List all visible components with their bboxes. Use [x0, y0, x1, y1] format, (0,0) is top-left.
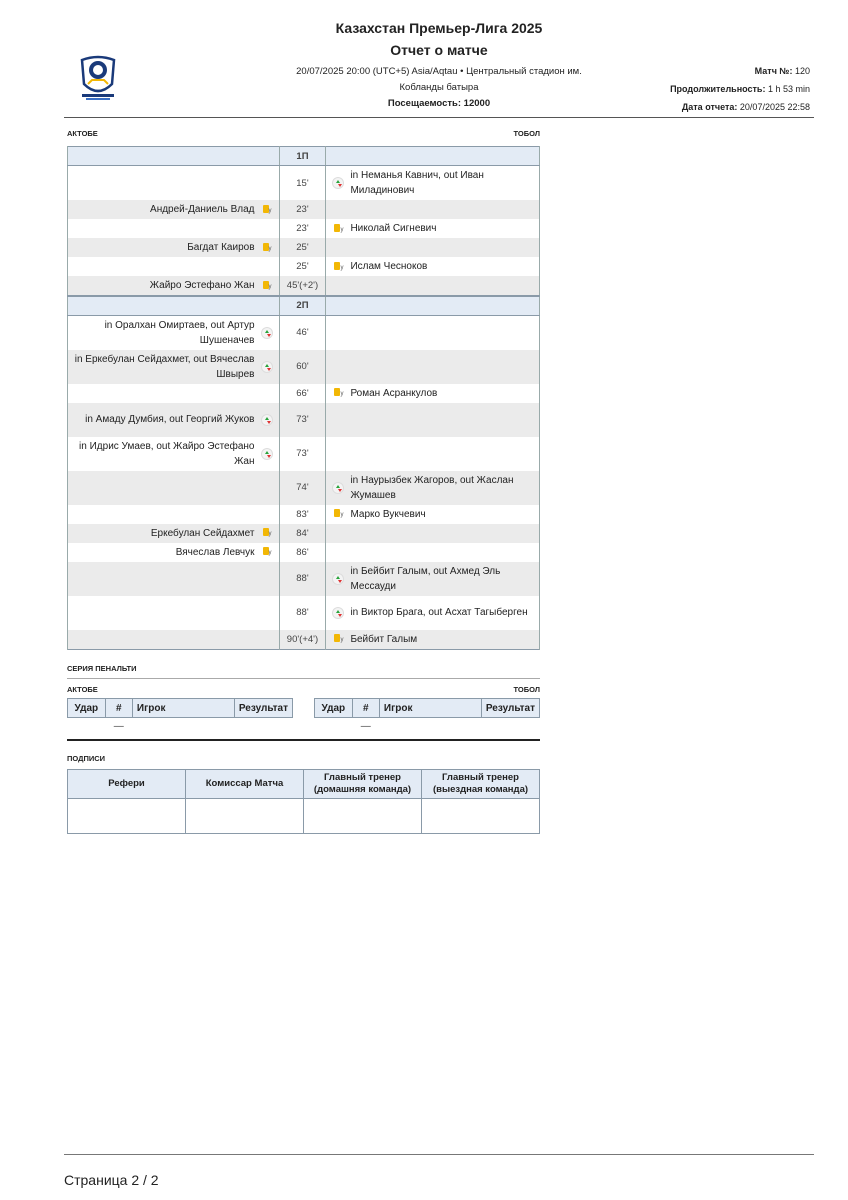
away-event-text: in Бейбит Галым, out Ахмед Эль Мессауди: [350, 565, 501, 592]
page-number: Страница 2 / 2: [64, 1172, 159, 1188]
event-minute: 46': [279, 315, 326, 350]
event-minute: 66': [279, 384, 326, 403]
pen-col-number: #: [105, 699, 132, 718]
sign-box-away-coach: [422, 799, 540, 834]
event-row: [68, 562, 540, 596]
substitution-icon: [332, 607, 344, 619]
yellow-card-icon: [261, 204, 273, 216]
period-label: 2П: [279, 296, 326, 315]
event-row: [68, 630, 540, 650]
penalties-home-table: [67, 698, 293, 736]
event-row: [68, 384, 540, 403]
event-row: [68, 238, 540, 257]
home-event-text: in Идрис Умаев, out Жайро Эстефано Жан: [79, 440, 255, 467]
event-minute: 74': [279, 471, 326, 505]
yellow-card-icon: [332, 633, 344, 645]
event-row: [68, 200, 540, 219]
away-event-text: Ислам Чесноков: [350, 261, 428, 272]
home-team-name: АКТОБЕ: [67, 129, 98, 138]
away-event-text: Марко Вукчевич: [350, 508, 426, 520]
home-event-text: Багдат Каиров: [187, 242, 255, 253]
home-event-text: in Оралхан Омиртаев, out Артур Шушеначев: [104, 319, 255, 346]
duration-value: 1 h 53 min: [767, 84, 810, 94]
substitution-icon: [261, 414, 273, 426]
home-event-text: Вячеслав Левчук: [175, 546, 255, 558]
pen-col-shot: Удар: [315, 699, 353, 718]
pen-col-number: #: [352, 699, 379, 718]
away-event-text: Роман Асранкулов: [350, 387, 438, 399]
event-minute: 25': [279, 238, 326, 257]
match-duration: [670, 80, 810, 98]
report-header: [64, 14, 814, 118]
penalties-divider: [67, 678, 540, 679]
event-minute: 90'(+4'): [279, 630, 326, 650]
event-row: [68, 437, 540, 471]
pen-col-player: Игрок: [132, 699, 234, 718]
match-number: [670, 62, 810, 80]
sign-col-referee: Рефери: [68, 770, 186, 799]
home-event-text: Андрей-Даниель Влад: [150, 204, 255, 215]
venue-continued: Кобланды батыра: [399, 82, 479, 93]
report-subtitle: Отчет о матче: [390, 42, 488, 58]
datetime-venue: 20/07/2025 20:00 (UTC+5) Asia/Aqtau • Центральный стадион им.: [296, 66, 582, 77]
pen-away-empty: —: [360, 721, 371, 733]
match-number-label: Матч №:: [754, 66, 793, 76]
away-team-name: ТОБОЛ: [513, 129, 540, 138]
event-minute: 25': [279, 257, 326, 276]
event-minute: 88': [279, 596, 326, 630]
duration-label: Продолжительность:: [670, 84, 766, 94]
match-number-value: 120: [794, 66, 810, 76]
event-minute: 73': [279, 437, 326, 471]
event-row: [68, 471, 540, 505]
yellow-card-icon: [332, 387, 344, 399]
signatures-table: [67, 769, 540, 834]
sign-col-commissioner: Комиссар Матча: [186, 770, 304, 799]
pen-col-result: Результат: [234, 699, 292, 718]
event-row: [68, 543, 540, 562]
yellow-card-icon: [332, 223, 344, 235]
event-row: [68, 596, 540, 630]
footer-divider: [64, 1154, 814, 1155]
signatures-section-label: ПОДПИСИ: [67, 754, 106, 763]
home-event-text: Еркебулан Сейдахмет: [150, 527, 255, 539]
period-label: 1П: [279, 147, 326, 166]
event-row: [68, 315, 540, 350]
league-logo: [78, 54, 118, 102]
sign-box-home-coach: [304, 799, 422, 834]
event-row: [68, 350, 540, 384]
event-minute: 23': [279, 219, 326, 238]
match-info: [269, 64, 609, 112]
event-minute: 88': [279, 562, 326, 596]
home-event-text: in Еркебулан Сейдахмет, out Вячеслав Швырев: [74, 353, 255, 380]
event-row: [68, 276, 540, 296]
away-event-text: in Наурызбек Жагоров, out Жаслан Жумашев: [350, 474, 514, 501]
period-header: [68, 296, 540, 315]
match-meta: [670, 62, 810, 116]
penalties-away-table: [314, 698, 540, 736]
away-event-text: Бейбит Галым: [350, 633, 418, 645]
header-divider: [64, 117, 814, 118]
substitution-icon: [261, 361, 273, 373]
penalties-section-label: СЕРИЯ ПЕНАЛЬТИ: [67, 664, 137, 673]
event-row: [68, 524, 540, 543]
event-row: [68, 505, 540, 524]
sign-box-commissioner: [186, 799, 304, 834]
pen-col-shot: Удар: [68, 699, 106, 718]
report-date-label: Дата отчета:: [681, 102, 738, 112]
league-title: Казахстан Премьер-Лига 2025: [335, 20, 543, 36]
yellow-card-icon: [261, 280, 273, 292]
away-event-text: Николай Сигневич: [350, 223, 437, 234]
penalties-away-team: ТОБОЛ: [513, 685, 540, 694]
event-minute: 86': [279, 543, 326, 562]
report-date-value: 20/07/2025 22:58: [739, 102, 810, 112]
yellow-card-icon: [261, 546, 273, 558]
attendance: Посещаемость: 12000: [387, 98, 491, 109]
penalties-home-team: АКТОБЕ: [67, 685, 98, 694]
event-minute: 45'(+2'): [279, 276, 326, 296]
report-date: [670, 98, 810, 116]
event-minute: 23': [279, 200, 326, 219]
away-event-text: in Виктор Брага, out Асхат Тагыберген: [350, 607, 528, 618]
substitution-icon: [261, 327, 273, 339]
substitution-icon: [332, 482, 344, 494]
event-minute: 83': [279, 505, 326, 524]
events-table: [67, 146, 540, 650]
event-row: [68, 166, 540, 201]
pen-col-result: Результат: [481, 699, 539, 718]
event-minute: 15': [279, 166, 326, 201]
event-minute: 60': [279, 350, 326, 384]
substitution-icon: [261, 448, 273, 460]
event-minute: 73': [279, 403, 326, 437]
event-row: [68, 219, 540, 238]
sign-col-away-coach: Главный тренер (выездная команда): [422, 770, 540, 799]
substitution-icon: [332, 177, 344, 189]
pen-col-player: Игрок: [379, 699, 481, 718]
yellow-card-icon: [332, 508, 344, 520]
yellow-card-icon: [261, 242, 273, 254]
substitution-icon: [332, 573, 344, 585]
event-minute: 84': [279, 524, 326, 543]
event-row: [68, 403, 540, 437]
yellow-card-icon: [332, 261, 344, 273]
home-event-text: in Амаду Думбия, out Георгий Жуков: [85, 414, 255, 425]
period-header: [68, 147, 540, 166]
yellow-card-icon: [261, 527, 273, 539]
sign-col-home-coach: Главный тренер (домашняя команда): [304, 770, 422, 799]
home-event-text: Жайро Эстефано Жан: [149, 280, 255, 291]
away-event-text: in Неманья Кавнич, out Иван Миладинович: [350, 170, 484, 196]
pen-home-empty: —: [113, 721, 124, 733]
sign-box-referee: [68, 799, 186, 834]
event-row: [68, 257, 540, 276]
signatures-divider: [67, 739, 540, 741]
